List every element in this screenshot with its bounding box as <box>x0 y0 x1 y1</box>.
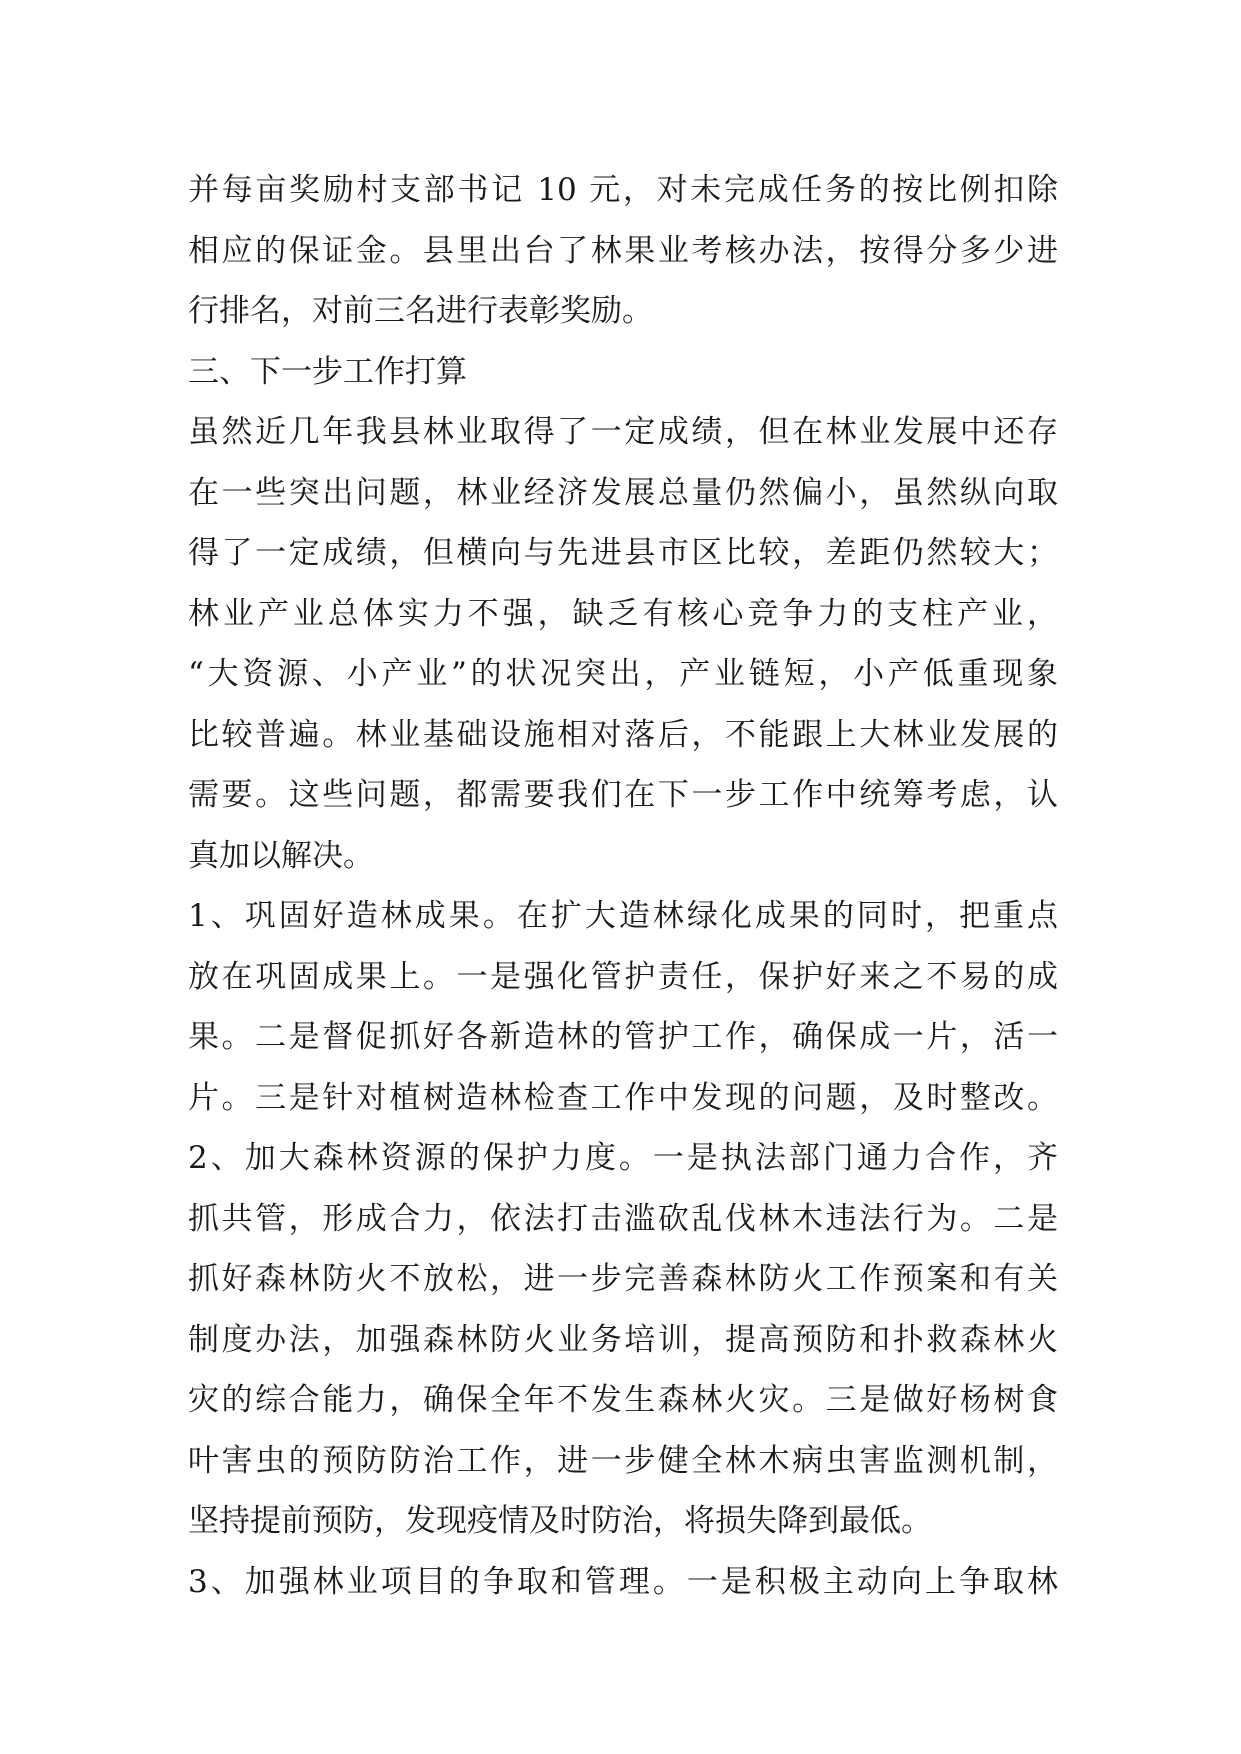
document-page <box>188 160 1058 1612</box>
text-line: 相应的保证金。县里出台了林果业考核办法，按得分多少进 <box>188 232 1058 269</box>
text-line: 虽然近几年我县林业取得了一定成绩，但在林业发展中还存 <box>188 414 1058 450</box>
text-line: 制度办法，加强森林防火业务培训，提高预防和扑救森林火 <box>188 1321 1058 1358</box>
text-line: 比较普遍。林业基础设施相对落后，不能跟上大林业发展的 <box>188 716 1058 753</box>
text-line: 果。二是督促抓好各新造林的管护工作，确保成一片，活一 <box>188 1019 1058 1055</box>
text-line: 并每亩奖励村支部书记 10 元，对未完成任务的按比例扣除 <box>188 172 1058 208</box>
list-item-heading: 2、加大森林资源的保护力度。一是执法部门通力合作，齐 <box>188 1140 1058 1176</box>
text-line: 坚持提前预防，发现疫情及时防治，将损失降到最低。 <box>188 1503 932 1539</box>
text-line: 需要。这些问题，都需要我们在下一步工作中统筹考虑，认 <box>188 777 1058 813</box>
text-line: 抓好森林防火不放松，进一步完善森林防火工作预案和有关 <box>188 1261 1058 1297</box>
text-line: 行排名，对前三名进行表彰奖励。 <box>188 293 653 329</box>
text-line: 叶害虫的预防防治工作，进一步健全林木病虫害监测机制， <box>188 1442 1058 1479</box>
list-item-heading: 1、巩固好造林成果。在扩大造林绿化成果的同时，把重点 <box>188 898 1058 934</box>
text-line: “大资源、小产业”的状况突出，产业链短，小产低重现象 <box>188 656 1058 692</box>
text-line: 片。三是针对植树造林检查工作中发现的问题，及时整改。 <box>188 1079 1058 1116</box>
text-line: 放在巩固成果上。一是强化管护责任，保护好来之不易的成 <box>188 958 1058 995</box>
section-heading: 三、下一步工作打算 <box>188 353 467 390</box>
list-item-heading: 3、加强林业项目的争取和管理。一是积极主动向上争取林 <box>188 1563 1058 1600</box>
text-line: 林业产业总体实力不强，缺乏有核心竞争力的支柱产业， <box>188 595 1058 632</box>
text-line: 真加以解决。 <box>188 837 374 874</box>
text-line: 抓共管，形成合力，依法打击滥砍乱伐林木违法行为。二是 <box>188 1200 1058 1237</box>
text-line: 在一些突出问题，林业经济发展总量仍然偏小，虽然纵向取 <box>188 474 1058 511</box>
text-line: 得了一定成绩，但横向与先进县市区比较，差距仍然较大； <box>188 535 1058 571</box>
text-line: 灾的综合能力，确保全年不发生森林火灾。三是做好杨树食 <box>188 1382 1058 1418</box>
